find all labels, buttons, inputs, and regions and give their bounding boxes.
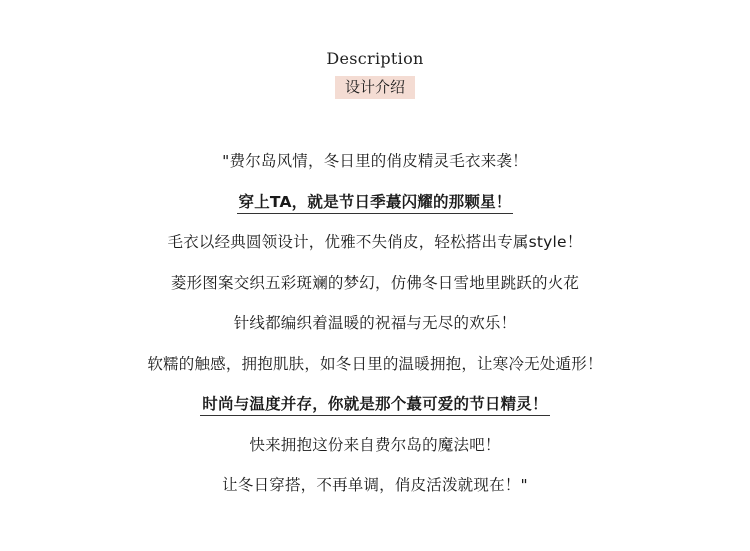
section-title-chinese: 设计介绍 [335,76,415,99]
description-line: 快来拥抱这份来自费尔岛的魔法吧！ [249,435,501,454]
description-line: 针线都编织着温暖的祝福与无尽的欢乐！ [233,314,517,332]
description-line: 让冬日穿搭，不再单调，俏皮活泼就现在！" [222,476,528,494]
description-line: 软糯的触感，拥抱肌肤，如冬日里的温暖拥抱，让寒冷无处遁形！ [147,354,603,373]
highlight-line: 穿上TA，就是节日季蕞闪耀的那颗星！ [0,187,750,228]
description-text [0,146,750,511]
description-line: 毛衣以经典圆领设计，优雅不失俏皮，轻松搭出专属style！ [167,233,583,251]
description-header [0,48,750,99]
section-title-english: Description [326,49,424,68]
description-line: "费尔岛风情，冬日里的俏皮精灵毛衣来袭！ [222,152,528,170]
description-line: 菱形图案交织五彩斑斓的梦幻，仿佛冬日雪地里跳跃的火花 [170,273,580,292]
highlight-line: 时尚与温度并存，你就是那个蕞可爱的节日精灵！ [0,389,750,430]
